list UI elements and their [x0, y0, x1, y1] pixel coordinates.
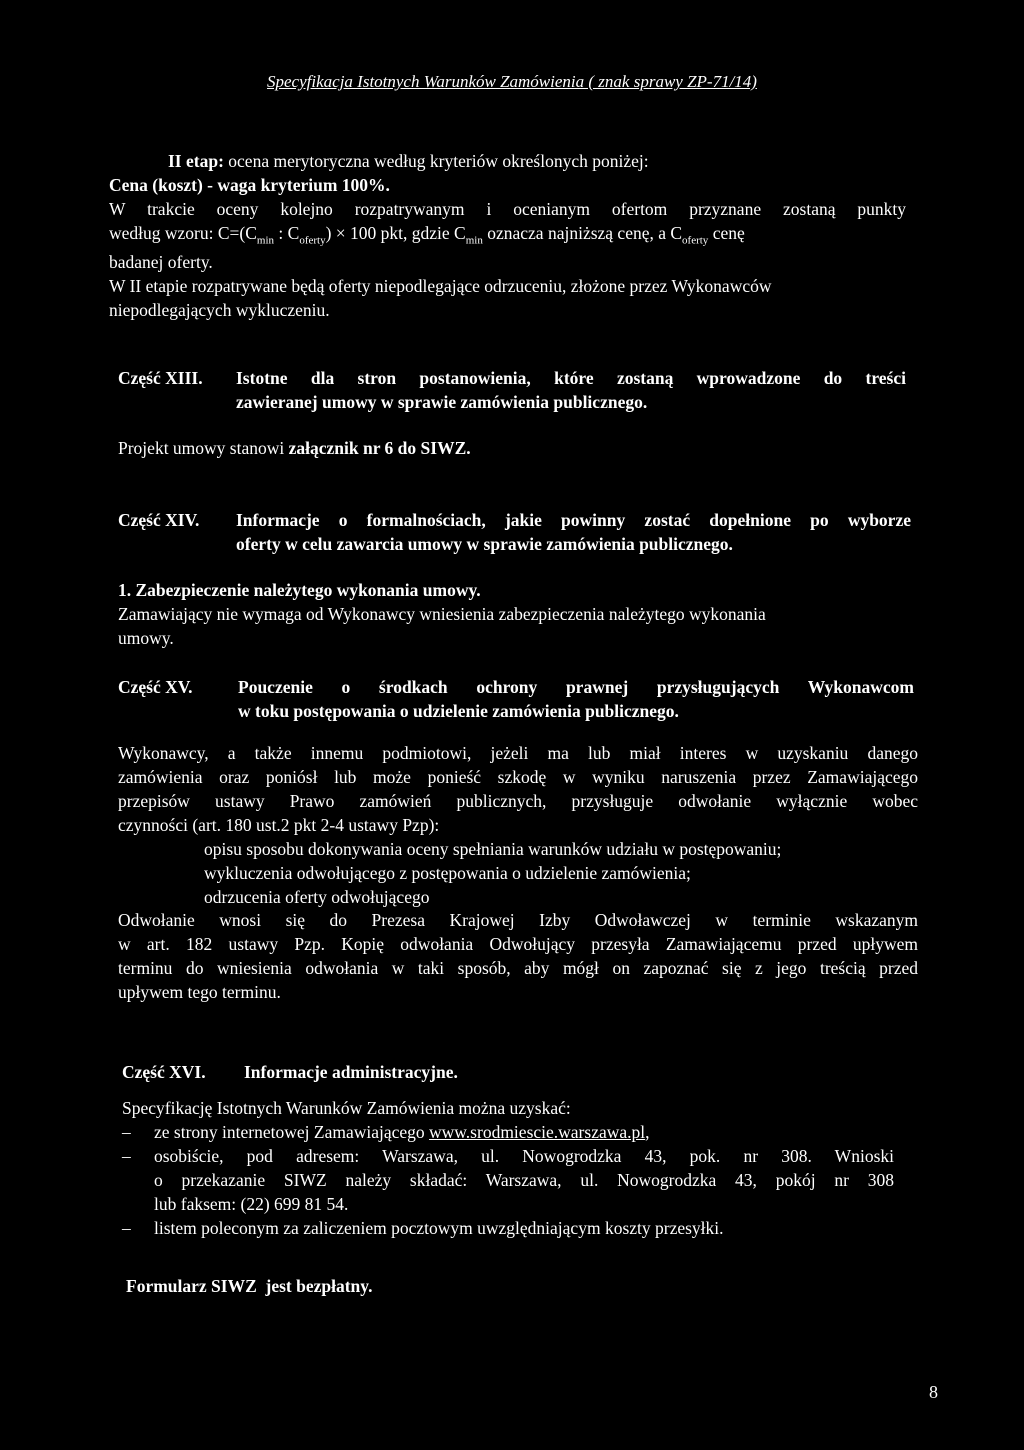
section-15-title-line1: Pouczenie o środkach ochrony prawnej przysługujących Wykonawcom: [238, 677, 914, 697]
section-15-paragraph1-line: zamówienia oraz poniósł lub może ponieść szkodę w wyniku naruszenia przez Zamawiającego: [118, 767, 918, 787]
document-header: Specyfikacja Istotnych Warunków Zamówienia ( znak sprawy ZP-71/14): [267, 72, 757, 91]
section-16-number: Część XVI.: [122, 1062, 206, 1082]
formula-part: : C: [274, 223, 300, 243]
section-14-item-line1: Zamawiający nie wymaga od Wykonawcy wniesienia zabezpieczenia należytego wykonania: [118, 604, 766, 624]
section-16-item2-line: o przekazanie SIWZ należy składać: Warszawa, ul. Nowogrodzka 43, pokój nr 308: [154, 1170, 894, 1190]
appeal-list-item: opisu sposobu dokonywania oceny spełniania warunków udziału w postępowaniu;: [204, 839, 782, 859]
formula-sub: min: [465, 234, 483, 247]
section-15-paragraph1-line: czynności (art. 180 ust.2 pkt 2-4 ustawy Pzp):: [118, 815, 440, 835]
section-15-number: Część XV.: [118, 677, 193, 697]
stage2-label: II etap:: [168, 151, 224, 171]
section-15-paragraph2-line: Odwołanie wnosi się do Prezesa Krajowej Izby Odwoławczej w terminie wskazanym: [118, 910, 918, 930]
stage2-line1: W trakcie oceny kolejno rozpatrywanym i ocenianym ofertom przyznane zostaną punkty: [109, 199, 906, 219]
appeal-list-item: wykluczenia odwołującego z postępowania o udzielenie zamówienia;: [204, 863, 691, 883]
section-13-title-line2: zawieranej umowy w sprawie zamówienia publicznego.: [236, 392, 648, 412]
section-16-item2-line: lub faksem: (22) 699 81 54.: [154, 1194, 349, 1214]
formula-sub: min: [256, 234, 275, 247]
section-15-paragraph2-line: upływem tego terminu.: [118, 982, 281, 1002]
stage2-line4: W II etapie rozpatrywane będą oferty niepodlegające odrzuceniu, złożone przez Wykonawców: [109, 276, 772, 296]
punctuation: ,: [645, 1122, 650, 1142]
section-16-intro: Specyfikację Istotnych Warunków Zamówienia można uzyskać:: [122, 1098, 571, 1118]
dash-bullet: –: [122, 1218, 131, 1238]
section-14-item-title: 1. Zabezpieczenie należytego wykonania umowy.: [118, 580, 481, 600]
section-14-title-line1: Informacje o formalnościach, jakie powinny zostać dopełnione po wyborze: [236, 510, 911, 530]
section-15-title-line2: w toku postępowania o udzielenie zamówienia publicznego.: [238, 701, 679, 721]
section-16-item1: [154, 1120, 650, 1144]
formula-line: [109, 221, 906, 253]
page-number: 8: [929, 1382, 938, 1402]
price-criterion: Cena (koszt) - waga kryterium 100%.: [109, 175, 390, 195]
formula-sub: oferty: [682, 234, 709, 247]
stage2-intro: ocena merytoryczna według kryteriów określonych poniżej:: [223, 151, 649, 171]
section-15-paragraph2-line: w art. 182 ustawy Pzp. Kopię odwołania Odwołujący przesyła Zamawiającemu przed upływem: [118, 934, 918, 954]
section-14-title-line2: oferty w celu zawarcia umowy w sprawie zamówienia publicznego.: [236, 534, 733, 554]
formula-sub: oferty: [299, 234, 326, 247]
section-13-body-text: Projekt umowy stanowi: [118, 438, 289, 458]
section-15-paragraph2-line: terminu do wniesienia odwołania w taki sposób, aby mógł on zapoznać się z jego treścią przed: [118, 958, 918, 978]
section-13-number: Część XIII.: [118, 368, 203, 388]
stage2-intro-line: [168, 149, 649, 173]
section-14-item-line2: umowy.: [118, 628, 174, 648]
stage2-line5: niepodlegających wykluczeniu.: [109, 300, 330, 320]
formula-part: według wzoru: C=(C: [109, 223, 257, 243]
section-14-number: Część XIV.: [118, 510, 200, 530]
dash-bullet: –: [122, 1146, 131, 1166]
formula-part: cenę: [708, 223, 745, 243]
dash-bullet: –: [122, 1122, 131, 1142]
appeal-list-item: odrzucenia oferty odwołującego: [204, 887, 430, 907]
section-15-paragraph1-line: przepisów ustawy Prawo zamówień publicznych, przysługuje odwołanie wyłącznie wobec: [118, 791, 918, 811]
section-13-body: [118, 436, 471, 460]
attachment-reference: załącznik nr 6 do SIWZ.: [288, 438, 471, 458]
section-16-item1-text: ze strony internetowej Zamawiającego: [154, 1122, 430, 1142]
section-15-paragraph1-line: Wykonawcy, a także innemu podmiotowi, jeżeli ma lub miał interes w uzyskaniu danego: [118, 743, 918, 763]
website-link[interactable]: www.srodmiescie.warszawa.pl: [429, 1122, 646, 1142]
section-13-title-line1: Istotne dla stron postanowienia, które zostaną wprowadzone do treści: [236, 368, 906, 388]
section-16-item2-line: osobiście, pod adresem: Warszawa, ul. Nowogrodzka 43, pok. nr 308. Wnioski: [154, 1146, 894, 1166]
section-16-title: Informacje administracyjne.: [244, 1062, 458, 1082]
stage2-line3: badanej oferty.: [109, 252, 213, 272]
section-16-item3: listem poleconym za zaliczeniem pocztowym uwzględniającym koszty przesyłki.: [154, 1218, 724, 1238]
formula-part: oznacza najniższą cenę, a C: [482, 223, 683, 243]
free-form-note: Formularz SIWZ jest bezpłatny.: [126, 1276, 373, 1296]
formula-part: ) × 100 pkt, gdzie C: [325, 223, 466, 243]
